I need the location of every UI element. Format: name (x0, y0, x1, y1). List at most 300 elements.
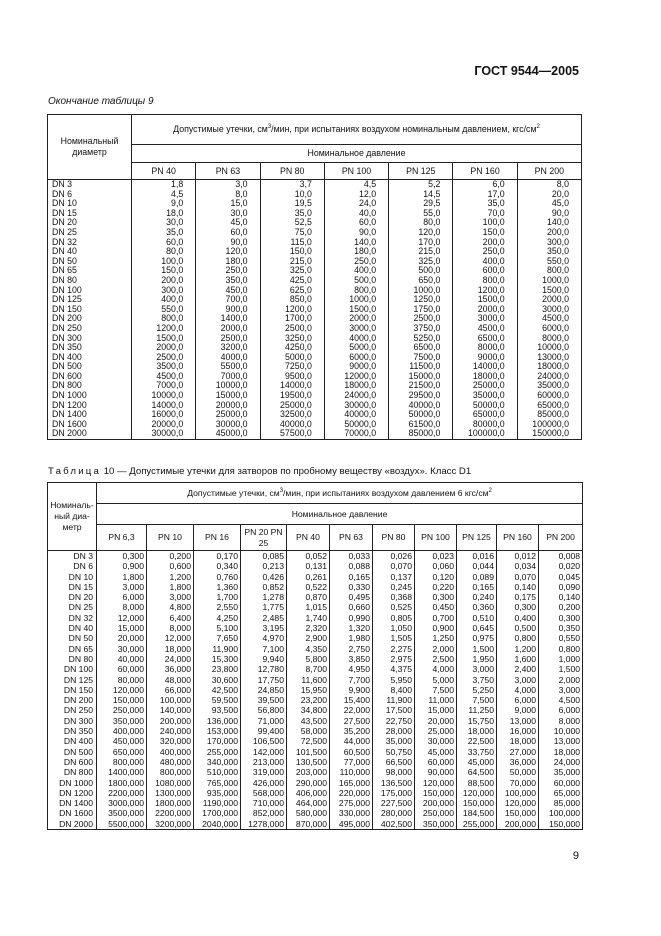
leak-value-cell: 2,550 (194, 602, 241, 612)
leak-value-cell: 2000,0 (196, 324, 260, 334)
leak-value-cell: 495,000 (330, 819, 373, 830)
leak-value-cell: 1,700 (194, 592, 241, 602)
table9-pressure-header: Номинальное давление (132, 145, 582, 163)
leak-value-cell: 48,000 (147, 675, 194, 685)
leak-value-cell: 1,500 (539, 664, 583, 674)
table-row (48, 675, 583, 685)
leak-value-cell: 3250,0 (260, 334, 324, 344)
leak-value-cell: 11,900 (194, 644, 241, 654)
leak-value-cell: 59,500 (194, 695, 241, 705)
diameter-cell: DN 800 (48, 767, 97, 777)
leak-value-cell: 36,000 (147, 664, 194, 674)
table-row (48, 429, 582, 439)
leak-value-cell: 1,015 (287, 602, 330, 612)
leak-value-cell: 200,0 (453, 238, 517, 248)
leak-value-cell: 6000,0 (517, 324, 581, 334)
diameter-cell: DN 3 (48, 551, 97, 562)
leak-value-cell: 7,100 (241, 644, 287, 654)
leak-value-cell: 6,400 (147, 613, 194, 623)
pressure-column-header: PN 200 (517, 163, 581, 180)
leak-value-cell: 1700,0 (260, 314, 324, 324)
leak-value-cell: 18,000 (147, 644, 194, 654)
leak-value-cell: 240,000 (147, 726, 194, 736)
leak-value-cell: 150,000 (539, 819, 583, 830)
leak-value-cell: 0,089 (457, 572, 497, 582)
diameter-cell: DN 25 (48, 602, 97, 612)
table9-group-header: Допустимые утечки, $см^3$/мин, при испытаниях воздухом номинальным давлением, кгс/$см^2$ (132, 115, 582, 145)
leak-value-cell: 18000,0 (517, 362, 581, 372)
leak-value-cell: 60,0 (324, 218, 388, 228)
leak-value-cell: 85000,0 (517, 410, 581, 420)
leak-value-cell: 2200,000 (97, 788, 147, 798)
leak-value-cell: 23,200 (287, 695, 330, 705)
leak-value-cell: 99,400 (241, 726, 287, 736)
leak-value-cell: 0,525 (373, 602, 415, 612)
leak-value-cell: 40000,0 (389, 401, 453, 411)
leak-value-cell: 30,000 (415, 736, 457, 746)
pressure-column-header: PN 20 PN 25 (241, 525, 287, 551)
leak-value-cell: 150,0 (260, 247, 324, 257)
leak-value-cell: 170,0 (389, 238, 453, 248)
leak-value-cell: 4500,0 (132, 372, 196, 382)
leak-value-cell: 625,0 (260, 286, 324, 296)
table10-group-header: Допустимые утечки, $см^3$/мин, при испытаниях воздухом давлением 6 кгс/$см^2$ (97, 483, 583, 504)
leak-value-cell: 25,000 (415, 726, 457, 736)
leak-value-cell: 4000,0 (196, 353, 260, 363)
leak-value-cell: 1,500 (457, 644, 497, 654)
leak-value-cell: 3000,0 (324, 324, 388, 334)
leak-value-cell: 7000,0 (196, 372, 260, 382)
leak-value-cell: 450,0 (196, 286, 260, 296)
leak-value-cell: 1500,0 (453, 295, 517, 305)
leak-value-cell: 4,970 (241, 633, 287, 643)
diameter-cell: DN 300 (48, 334, 132, 344)
leak-value-cell: 60,0 (196, 228, 260, 238)
leak-value-cell: 101,500 (287, 747, 330, 757)
leak-value-cell: 8000,0 (453, 343, 517, 353)
leak-value-cell: 0,165 (330, 572, 373, 582)
leak-value-cell: 10000,0 (517, 343, 581, 353)
leak-value-cell: 0,852 (241, 582, 287, 592)
leak-value-cell: 5,250 (457, 685, 497, 695)
table-row (48, 582, 583, 592)
leak-value-cell: 71,000 (241, 716, 287, 726)
leak-value-cell: 3,000 (147, 592, 194, 602)
leak-value-cell: 1,8 (132, 180, 196, 190)
diameter-cell: DN 1000 (48, 778, 97, 788)
diameter-cell: DN 80 (48, 276, 132, 286)
pressure-column-header: PN 10 (147, 525, 194, 551)
leak-value-cell: 0,340 (194, 561, 241, 571)
leak-value-cell: 120,0 (389, 228, 453, 238)
table-row (48, 705, 583, 715)
leak-value-cell: 60,000 (539, 778, 583, 788)
leak-value-cell: 250,0 (324, 257, 388, 267)
leak-value-cell: 12000,0 (324, 372, 388, 382)
leak-value-cell: 2500,0 (260, 324, 324, 334)
leak-value-cell: 150,000 (97, 695, 147, 705)
leak-value-cell: 15,000 (97, 623, 147, 633)
diameter-cell: DN 6 (48, 190, 132, 200)
leak-value-cell: 0,026 (373, 551, 415, 562)
leak-value-cell: 50,000 (497, 767, 539, 777)
leak-value-cell: 4500,0 (453, 324, 517, 334)
leak-value-cell: 75,0 (260, 228, 324, 238)
page-number: 9 (572, 850, 579, 862)
leak-value-cell: 1278,000 (241, 819, 287, 830)
leak-value-cell: 150,000 (497, 808, 539, 818)
leak-value-cell: 0,120 (415, 572, 457, 582)
leak-value-cell: 50000,0 (453, 401, 517, 411)
leak-value-cell: 8,000 (97, 602, 147, 612)
leak-value-cell: 50000,0 (324, 420, 388, 430)
pressure-column-header: PN 160 (453, 163, 517, 180)
leak-value-cell: 400,0 (324, 266, 388, 276)
leak-value-cell: 8000,0 (517, 334, 581, 344)
leak-value-cell: 213,000 (241, 757, 287, 767)
leak-value-cell: 1400,000 (97, 767, 147, 777)
leak-value-cell: 22,750 (373, 716, 415, 726)
diameter-cell: DN 25 (48, 228, 132, 238)
leak-value-cell: 32500,0 (260, 410, 324, 420)
leak-value-cell: 6,000 (539, 705, 583, 715)
leak-value-cell: 93,500 (194, 705, 241, 715)
leak-value-cell: 60,000 (97, 664, 147, 674)
leak-value-cell: 1200,0 (453, 286, 517, 296)
leak-value-cell: 6500,0 (453, 334, 517, 344)
table-row (48, 551, 583, 562)
leak-value-cell: 0,330 (330, 582, 373, 592)
diameter-cell: DN 125 (48, 295, 132, 305)
leak-value-cell: 1750,0 (389, 305, 453, 315)
leak-value-cell: 9,940 (241, 654, 287, 664)
leak-value-cell: 1800,000 (97, 778, 147, 788)
leak-value-cell: 5,2 (389, 180, 453, 190)
leak-value-cell: 30000,0 (132, 429, 196, 439)
leak-value-cell: 3,850 (330, 654, 373, 664)
leak-value-cell: 8,000 (147, 623, 194, 633)
leak-value-cell: 70,000 (497, 778, 539, 788)
table-row (48, 592, 583, 602)
diameter-cell: DN 65 (48, 644, 97, 654)
leak-value-cell: 8,000 (539, 716, 583, 726)
table-row (48, 654, 583, 664)
leak-value-cell: 319,000 (241, 767, 287, 777)
leak-value-cell: 0,360 (457, 602, 497, 612)
leak-value-cell: 100,000 (147, 695, 194, 705)
leak-value-cell: 24,000 (539, 757, 583, 767)
leak-value-cell: 9000,0 (324, 362, 388, 372)
leak-value-cell: 21500,0 (389, 381, 453, 391)
diameter-cell: DN 350 (48, 343, 132, 353)
leak-value-cell: 140,0 (517, 218, 581, 228)
leak-value-cell: 29500,0 (389, 391, 453, 401)
leak-value-cell: 1,278 (241, 592, 287, 602)
table10-pressure-header: Номинальное давление (97, 504, 583, 525)
leak-value-cell: 90,0 (517, 209, 581, 219)
leak-value-cell: 0,400 (497, 613, 539, 623)
leak-value-cell: 7500,0 (389, 353, 453, 363)
leak-value-cell: 0,140 (539, 592, 583, 602)
leak-value-cell: 0,300 (539, 613, 583, 623)
leak-value-cell: 12,000 (97, 613, 147, 623)
leak-value-cell: 15,0 (196, 199, 260, 209)
diameter-cell: DN 15 (48, 209, 132, 219)
leak-value-cell: 35,0 (132, 228, 196, 238)
leak-value-cell: 9,000 (497, 705, 539, 715)
leak-value-cell: 24,850 (241, 685, 287, 695)
leak-value-cell: 45,000 (415, 747, 457, 757)
leak-value-cell: 20000,0 (132, 420, 196, 430)
table-row (48, 757, 583, 767)
leak-value-cell: 0,034 (497, 561, 539, 571)
leak-value-cell: 402,500 (373, 819, 415, 830)
leak-value-cell: 400,000 (97, 726, 147, 736)
pressure-column-header: PN 160 (497, 525, 539, 551)
leak-value-cell: 24,0 (324, 199, 388, 209)
leak-value-cell: 0,140 (497, 582, 539, 592)
leak-value-cell: 180,0 (324, 247, 388, 257)
leak-value-cell: 6,000 (497, 695, 539, 705)
leak-value-cell: 0,990 (330, 613, 373, 623)
leak-value-cell: 0,045 (539, 572, 583, 582)
leak-value-cell: 3,000 (457, 664, 497, 674)
leak-value-cell: 30000,0 (324, 401, 388, 411)
leak-value-cell: 330,000 (330, 808, 373, 818)
leak-value-cell: 550,0 (517, 257, 581, 267)
leak-value-cell: 0,240 (457, 592, 497, 602)
leak-value-cell: 100,0 (132, 257, 196, 267)
leak-value-cell: 9,0 (132, 199, 196, 209)
leak-value-cell: 425,0 (260, 276, 324, 286)
leak-value-cell: 320,000 (147, 736, 194, 746)
leak-value-cell: 90,0 (324, 228, 388, 238)
leak-value-cell: 5500,0 (196, 362, 260, 372)
leak-value-cell: 2,320 (287, 623, 330, 633)
leak-value-cell: 56,800 (241, 705, 287, 715)
leak-value-cell: 64,500 (457, 767, 497, 777)
leak-value-cell: 19,5 (260, 199, 324, 209)
diameter-cell: DN 1000 (48, 391, 132, 401)
leak-value-cell: 115,0 (260, 238, 324, 248)
leak-value-cell: 170,000 (194, 736, 241, 746)
diameter-cell: DN 1200 (48, 401, 132, 411)
diameter-cell: DN 600 (48, 372, 132, 382)
leak-value-cell: 850,0 (260, 295, 324, 305)
leak-value-cell: 0,033 (330, 551, 373, 562)
table-row (48, 798, 583, 808)
leak-value-cell: 35,000 (373, 736, 415, 746)
leak-value-cell: 43,500 (287, 716, 330, 726)
leak-value-cell: 350,0 (517, 247, 581, 257)
leak-value-cell: 14000,0 (260, 381, 324, 391)
pressure-column-header: PN 6,3 (97, 525, 147, 551)
leak-value-cell: 5,800 (287, 654, 330, 664)
leak-value-cell: 227,500 (373, 798, 415, 808)
table-row (48, 664, 583, 674)
leak-value-cell: 7250,0 (260, 362, 324, 372)
diameter-cell: DN 400 (48, 353, 132, 363)
leak-value-cell: 14,5 (389, 190, 453, 200)
leak-value-cell: 4,500 (539, 695, 583, 705)
leak-value-cell: 0,137 (373, 572, 415, 582)
leak-value-cell: 200,0 (517, 228, 581, 238)
leak-value-cell: 0,760 (194, 572, 241, 582)
leak-value-cell: 40,0 (324, 209, 388, 219)
leak-value-cell: 1400,0 (196, 314, 260, 324)
leak-value-cell: 30,0 (132, 218, 196, 228)
diameter-cell: DN 100 (48, 286, 132, 296)
leak-value-cell: 1200,0 (260, 305, 324, 315)
leak-value-cell: 15,950 (287, 685, 330, 695)
leak-value-cell: 215,0 (389, 247, 453, 257)
leak-value-cell: 1,800 (147, 582, 194, 592)
leak-value-cell: 36,000 (497, 757, 539, 767)
leak-value-cell: 1080,000 (147, 778, 194, 788)
leak-value-cell: 136,000 (194, 716, 241, 726)
leak-value-cell: 120,000 (415, 778, 457, 788)
diameter-cell: DN 1400 (48, 798, 97, 808)
leak-value-cell: 120,000 (457, 788, 497, 798)
leak-value-cell: 0,020 (539, 561, 583, 571)
leak-value-cell: 30000,0 (196, 420, 260, 430)
leak-value-cell: 3500,0 (132, 362, 196, 372)
leak-value-cell: 20,0 (517, 190, 581, 200)
leak-value-cell: 1800,000 (147, 798, 194, 808)
leak-value-cell: 150000,0 (517, 429, 581, 439)
leak-value-cell: 98,000 (373, 767, 415, 777)
leak-value-cell: 2,900 (287, 633, 330, 643)
leak-value-cell: 11,600 (287, 675, 330, 685)
leak-value-cell: 250,0 (196, 266, 260, 276)
leak-value-cell: 2,750 (330, 644, 373, 654)
leak-value-cell: 1200,0 (132, 324, 196, 334)
leak-value-cell: 25000,0 (196, 410, 260, 420)
leak-value-cell: 24,000 (147, 654, 194, 664)
leak-value-cell: 450,000 (97, 736, 147, 746)
pressure-column-header: PN 200 (539, 525, 583, 551)
diameter-cell: DN 200 (48, 695, 97, 705)
leak-value-cell: 1,250 (415, 633, 457, 643)
leak-value-cell: 464,000 (287, 798, 330, 808)
leak-value-cell: 18,0 (132, 209, 196, 219)
leak-value-cell: 710,000 (241, 798, 287, 808)
leak-value-cell: 300,0 (132, 286, 196, 296)
leak-value-cell: 0,090 (539, 582, 583, 592)
leak-value-cell: 150,0 (453, 228, 517, 238)
leak-value-cell: 0,495 (330, 592, 373, 602)
leak-value-cell: 13,000 (539, 736, 583, 746)
leak-value-cell: 568,000 (241, 788, 287, 798)
leak-value-cell: 1,200 (497, 644, 539, 654)
leak-value-cell: 1700,000 (194, 808, 241, 818)
leak-value-cell: 5500,000 (97, 819, 147, 830)
diameter-cell: DN 150 (48, 685, 97, 695)
leak-value-cell: 0,200 (147, 551, 194, 562)
leak-value-cell: 15,750 (457, 716, 497, 726)
leak-value-cell: 70,0 (453, 209, 517, 219)
leak-value-cell: 0,200 (539, 602, 583, 612)
leak-value-cell: 6,0 (453, 180, 517, 190)
leak-value-cell: 406,000 (287, 788, 330, 798)
leak-value-cell: 1250,0 (389, 295, 453, 305)
leak-value-cell: 350,0 (196, 276, 260, 286)
leak-value-cell: 6500,0 (389, 343, 453, 353)
leak-value-cell: 1,600 (497, 654, 539, 664)
leak-value-cell: 11,900 (373, 695, 415, 705)
leak-value-cell: 255,000 (194, 747, 241, 757)
leak-value-cell: 1500,0 (324, 305, 388, 315)
leak-value-cell: 150,000 (415, 788, 457, 798)
leak-value-cell: 2,000 (539, 675, 583, 685)
table10-diameter-header: Номиналь- ный диа- метр (48, 483, 97, 551)
leak-value-cell: 72,500 (287, 736, 330, 746)
pressure-column-header: PN 80 (373, 525, 415, 551)
leak-value-cell: 0,012 (497, 551, 539, 562)
leak-value-cell: 13,000 (497, 716, 539, 726)
leak-value-cell: 1,980 (330, 633, 373, 643)
leak-value-cell: 0,008 (539, 551, 583, 562)
leak-value-cell: 7,700 (330, 675, 373, 685)
pressure-column-header: PN 100 (415, 525, 457, 551)
leak-value-cell: 4250,0 (260, 343, 324, 353)
leak-value-cell: 17,500 (373, 705, 415, 715)
leak-value-cell: 4,000 (415, 664, 457, 674)
leak-value-cell: 250,0 (453, 247, 517, 257)
leak-value-cell: 27,000 (497, 747, 539, 757)
table-row (48, 808, 583, 818)
table-row (48, 633, 583, 643)
leak-value-cell: 10,0 (260, 190, 324, 200)
leak-value-cell: 215,0 (260, 257, 324, 267)
leak-value-cell: 0,645 (457, 623, 497, 633)
leak-value-cell: 200,0 (132, 276, 196, 286)
leak-value-cell: 2000,0 (517, 295, 581, 305)
leak-value-cell: 5000,0 (324, 343, 388, 353)
leak-value-cell: 15000,0 (196, 391, 260, 401)
leak-value-cell: 0,170 (194, 551, 241, 562)
diameter-cell: DN 100 (48, 664, 97, 674)
leak-value-cell: 140,000 (147, 705, 194, 715)
leak-value-cell: 35000,0 (517, 381, 581, 391)
leak-value-cell: 7,500 (457, 695, 497, 705)
leak-value-cell: 58,000 (287, 726, 330, 736)
leak-value-cell: 8,0 (196, 190, 260, 200)
leak-value-cell: 0,070 (497, 572, 539, 582)
leak-value-cell: 80,0 (389, 218, 453, 228)
leak-value-cell: 5,000 (415, 675, 457, 685)
leak-value-cell: 3,750 (457, 675, 497, 685)
leak-value-cell: 3,000 (539, 685, 583, 695)
diameter-cell: DN 10 (48, 572, 97, 582)
leak-value-cell: 9,900 (330, 685, 373, 695)
leak-value-cell: 0,220 (415, 582, 457, 592)
leak-value-cell: 0,800 (497, 633, 539, 643)
leak-value-cell: 0,261 (287, 572, 330, 582)
leak-value-cell: 165,000 (330, 778, 373, 788)
leak-value-cell: 0,175 (497, 592, 539, 602)
leak-value-cell: 5250,0 (389, 334, 453, 344)
leak-value-cell: 0,600 (147, 561, 194, 571)
diameter-cell: DN 40 (48, 247, 132, 257)
diameter-cell: DN 10 (48, 199, 132, 209)
leak-value-cell: 650,0 (389, 276, 453, 286)
leak-value-cell: 130,500 (287, 757, 330, 767)
leak-value-cell: 27,500 (330, 716, 373, 726)
leak-value-cell: 60,000 (415, 757, 457, 767)
leak-value-cell: 29,5 (389, 199, 453, 209)
leak-value-cell: 8,0 (517, 180, 581, 190)
